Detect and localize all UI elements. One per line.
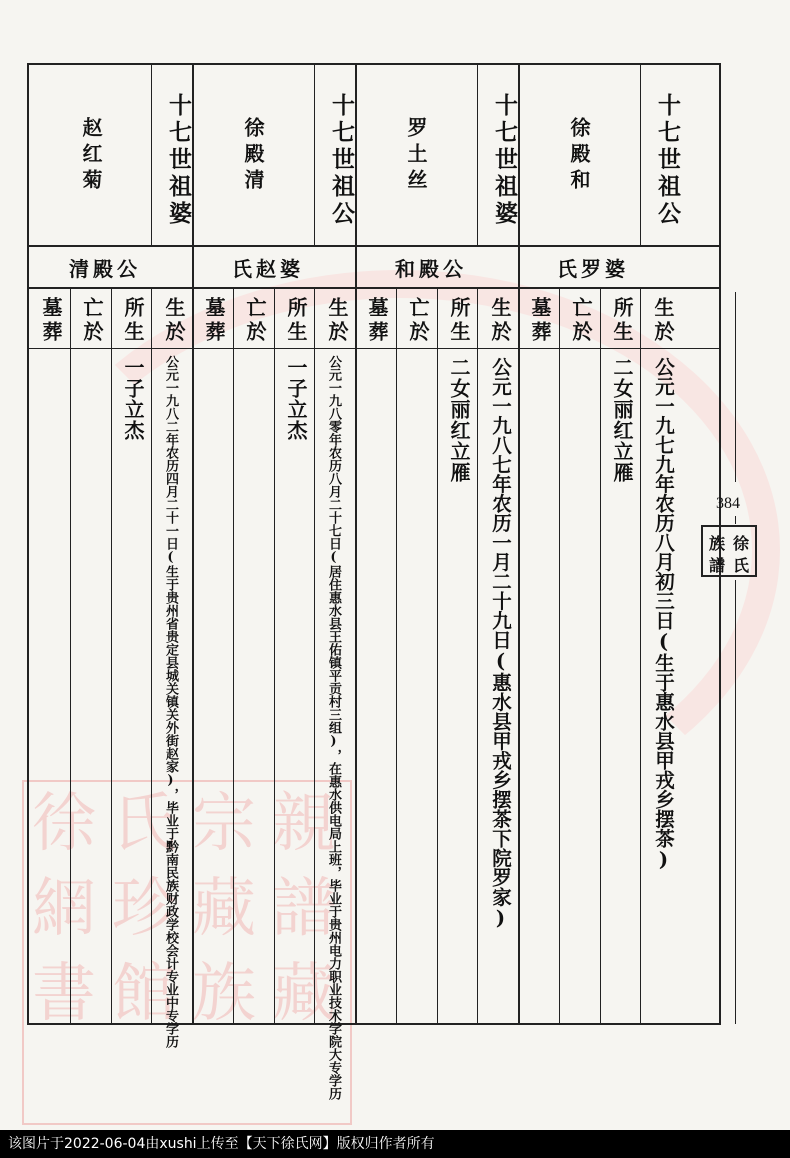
watermark-char: 宗 <box>192 787 256 861</box>
field-label-birth: 生於 <box>162 297 186 345</box>
upload-footer: 该图片于2022-06-04由xushi上传至【天下徐氏网】版权归作者所有 <box>0 1130 790 1158</box>
field-value-children: 一子立杰 <box>284 357 308 441</box>
watermark-char: 藏 <box>192 872 256 946</box>
spouse-relation: 清殿公 <box>69 257 141 281</box>
field-value-children: 二女丽红立雁 <box>610 357 634 483</box>
field-value-birth: 公元一九七九年农历八月初三日(生于惠水县甲戎乡摆茶) <box>652 357 675 871</box>
col-divider <box>559 287 560 1025</box>
col-divider <box>192 287 194 1025</box>
genealogy-table <box>27 63 721 1100</box>
col-divider <box>437 287 438 1025</box>
watermark-char: 族 <box>192 957 256 1031</box>
spouse-relation: 和殿公 <box>395 257 467 281</box>
page-number: 384 <box>716 495 740 512</box>
spouse-relation: 氏罗婆 <box>557 257 629 281</box>
person-name: 赵红菊 <box>79 117 103 195</box>
col-divider <box>396 287 397 1025</box>
field-value-birth: 公元一九八二年农历四月二十一日(生于贵州省贵定县城关镇关外街赵家)，毕业于黔南民族财政学校会计专业中专学历 <box>163 355 178 1048</box>
field-label-children: 所生 <box>121 297 145 345</box>
generation-label: 十七世祖公 <box>328 93 355 228</box>
watermark-char: 藏 <box>272 957 336 1031</box>
field-value-children: 一子立杰 <box>121 357 145 441</box>
row-divider <box>29 287 721 289</box>
field-label-death: 亡於 <box>243 297 267 345</box>
margin-line <box>735 292 736 482</box>
col-divider <box>314 287 315 1025</box>
generation-label: 十七世祖公 <box>654 93 681 228</box>
watermark-char: 譜 <box>272 872 336 946</box>
field-label-children: 所生 <box>447 297 471 345</box>
col-divider <box>151 65 152 245</box>
watermark-char: 氏 <box>112 787 176 861</box>
generation-label: 十七世祖婆 <box>491 93 518 228</box>
field-label-birth: 生於 <box>651 297 675 345</box>
stamp-char: 族 <box>709 534 726 553</box>
margin-line <box>735 516 736 524</box>
stamp-char: 徐 <box>733 534 750 553</box>
col-divider <box>233 287 234 1025</box>
col-divider <box>640 287 641 1025</box>
margin-line <box>735 580 736 1024</box>
person-name: 徐殿和 <box>567 117 591 195</box>
field-label-burial: 墓葬 <box>365 297 389 345</box>
label-row-divider <box>29 348 721 349</box>
watermark-char: 徐 <box>32 787 96 861</box>
field-label-burial: 墓葬 <box>202 297 226 345</box>
col-divider <box>355 287 357 1025</box>
col-divider <box>640 65 641 245</box>
generation-label: 十七世祖婆 <box>165 93 192 228</box>
field-value-birth: 公元一九八零年农历八月二十七日(居住惠水县王佑镇平贡村三组)，在惠水供电局上班，毕业于贵州电力职业技术学院大专学历 <box>326 355 341 1100</box>
col-divider <box>477 287 478 1025</box>
col-divider <box>518 287 520 1025</box>
stamp-char: 譜 <box>709 556 726 575</box>
field-value-birth: 公元一九八七年农历一月二十九日(惠水县甲戎乡摆茶下院罗家) <box>489 357 512 930</box>
field-label-birth: 生於 <box>325 297 349 345</box>
field-label-birth: 生於 <box>488 297 512 345</box>
field-label-death: 亡於 <box>80 297 104 345</box>
watermark-char: 網 <box>32 872 96 946</box>
col-divider <box>70 287 71 1025</box>
watermark-char: 館 <box>112 957 176 1031</box>
watermark-char: 珍 <box>112 872 176 946</box>
field-label-burial: 墓葬 <box>528 297 552 345</box>
field-label-death: 亡於 <box>406 297 430 345</box>
col-divider <box>314 65 315 245</box>
field-label-burial: 墓葬 <box>39 297 63 345</box>
book-stamp <box>701 525 757 577</box>
col-divider <box>111 287 112 1025</box>
person-name: 徐殿清 <box>241 117 265 195</box>
watermark-char: 親 <box>272 787 336 861</box>
col-divider <box>274 287 275 1025</box>
field-label-children: 所生 <box>284 297 308 345</box>
field-value-children: 二女丽红立雁 <box>447 357 471 483</box>
person-name: 罗土丝 <box>404 117 428 195</box>
spouse-relation: 氏赵婆 <box>232 257 304 281</box>
row-divider <box>29 245 721 247</box>
field-label-children: 所生 <box>610 297 634 345</box>
col-divider <box>600 287 601 1025</box>
field-label-death: 亡於 <box>569 297 593 345</box>
col-divider <box>477 65 478 245</box>
col-divider <box>151 287 152 1025</box>
stamp-char: 氏 <box>733 556 750 575</box>
watermark-char: 書 <box>32 957 96 1031</box>
